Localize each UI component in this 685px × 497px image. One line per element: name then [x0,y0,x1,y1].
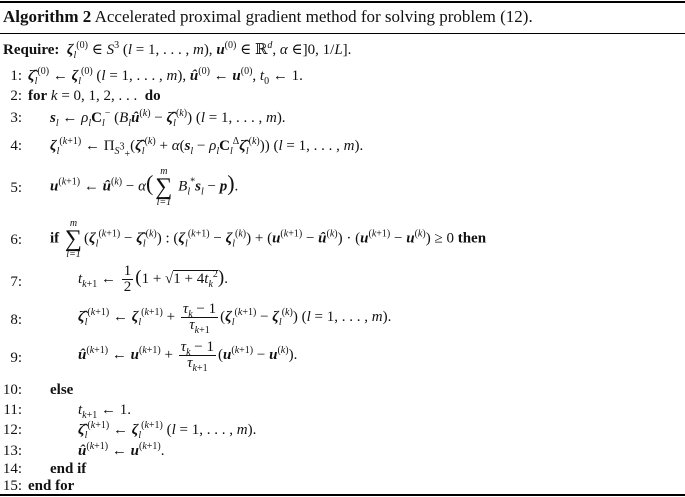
summation-symbol: m ∑ l=1 [155,166,173,208]
line-code: if m ∑ l=1 ($\zeta_l^{(k+1)}$ − $\zetâ_l^{(k)}$) : $(\zeta_l^{(k+1)} - \zeta_l^{(k)}) + (u^{(k+1)}$ − $û^{(k)}) \cdot (u^{(k+1)} - u^{(k)}) \ge 0$ then [50,218,487,260]
line-code: $s_l$ ← $\rho_lC_l^-$ ($B_lû^{(k)}$ − $\zetâ_l^{(k)}$) (l = 1, . . . , m). [50,108,286,129]
line-number: 1: [10,68,22,84]
line-number: 3: [10,110,22,126]
algorithm-label: Algorithm 2 [3,7,92,26]
line-number: 12: [2,422,22,438]
line-number: 4: [10,138,22,154]
line-code: $\zetâ_l^{(k+1)}$ ← $\zeta_l^{(k+1)}$ (l = 1, . . . , m). [78,420,257,441]
line-number: 14: [2,461,22,477]
line-number: 7: [10,274,22,290]
line-number: 11: [3,402,22,418]
line-code: $\zetâ_l^{(k+1)}$ ← $\zeta_l^{(k+1)}$ + $\frac{\tau_k - 1}{\tau_{k+1}}$ $(\zeta_l^{(k+1)} - \zeta_l^{(k)}) (l = 1$, . . . , m). [78,301,392,336]
line-code: end if [50,461,87,477]
require-text: Require: $\zeta_l^{(0)}$ ∈ $S^3$ (l = 1, . . . , m), $u^{(0)}$ ∈ ℝ$^d$, α ∈]0, 1/L]. [3,40,352,61]
line-code: else [50,382,74,398]
line-number: 13: [2,443,22,459]
line-code: for k = 0, 1, 2, . . . do [28,88,161,104]
line-code: $\zetâ_l^{(0)}$ ← $\zeta_l^{(0)}$ (l = 1, . . . , m), $û^{(0)}$ ← $u^{(0)}$, $t_0$ ← 1. [28,66,303,87]
line-number: 6: [10,232,22,248]
line-code: $û^{(k+1)}$ ← $u^{(k+1)}$. [78,441,165,459]
caption-rule [0,33,685,34]
line-number: 9: [10,350,22,366]
line-code: $u^{(k+1)}$ ← $û^{(k)} - \alpha$( m ∑ l=1 $B_l^*s_l - p$). [50,166,239,208]
line-number: 2: [10,88,22,104]
summation-symbol: m ∑ l=1 [64,218,83,260]
line-code: $t_{k+1}$ ← $\frac{1}{2}$ $(1 + √1 + 4t_k^2)$. [78,263,228,295]
line-number: 8: [10,312,22,328]
line-number: 5: [10,180,22,196]
top-rule [0,1,685,3]
require-keyword: Require: [3,42,60,58]
line-code: $û^{(k+1)}$ ← $u^{(k+1)}$ + $\frac{\tau_k - 1}{\tau_{k+1}}$ $(u^{(k+1)} - u^{(k)})$. [78,339,298,374]
algorithm-title: Accelerated proximal gradient method for solving problem (12). [94,7,533,26]
algorithm-caption [3,7,533,27]
line-code: $t_{k+1}$ ← 1. [78,402,132,421]
line-code: $\zeta_l^{(k+1)}$ ← $\Pi_{S^3_+}(\zetâ_l^{(k)} + \alpha(s_l$ − $\rho_lC_l^\Delta\zetâ_l^{(k)}$)) (l = 1, . . . , m). [50,136,364,160]
bottom-rule [0,494,685,496]
line-number: 15: [2,478,22,494]
line-number: 10: [2,382,22,398]
line-code: end for [28,478,75,494]
